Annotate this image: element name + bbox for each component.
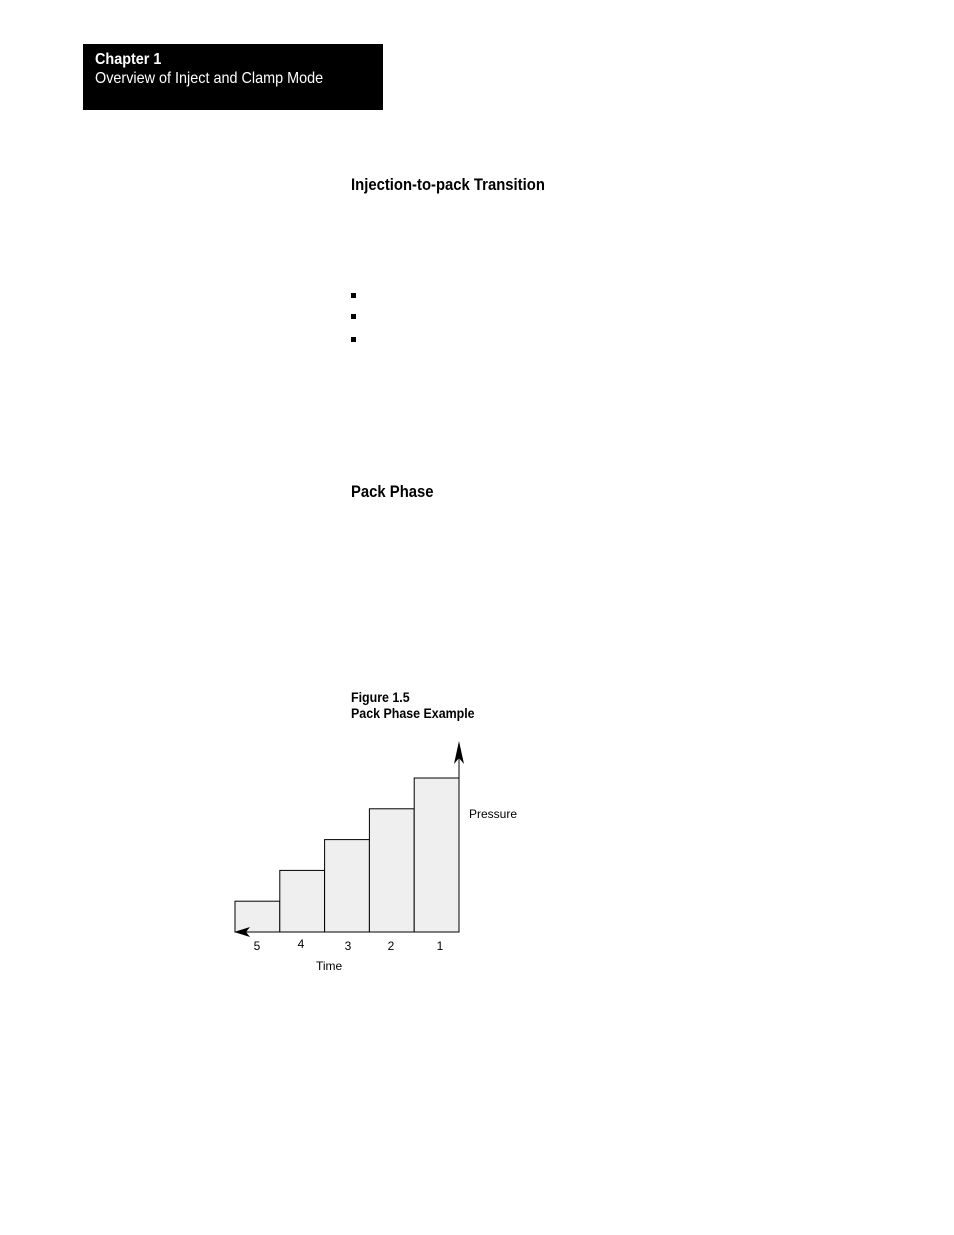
injection-transition-heading: Injection-to-pack Transition bbox=[351, 176, 545, 194]
tick-label-5: 5 bbox=[253, 939, 261, 953]
bar-2 bbox=[369, 809, 414, 932]
tick-label-3: 3 bbox=[344, 939, 352, 953]
pack-phase-heading: Pack Phase bbox=[351, 483, 434, 501]
figure-title: Pack Phase Example bbox=[351, 706, 475, 721]
chapter-title: Overview of Inject and Clamp Mode bbox=[95, 70, 324, 87]
pressure-axis-label: Pressure bbox=[469, 807, 518, 821]
bar-1 bbox=[414, 778, 459, 932]
tick-label-4: 4 bbox=[297, 937, 305, 951]
bar-5 bbox=[235, 901, 280, 932]
chapter-label: Chapter 1 bbox=[95, 51, 162, 68]
tick-label-1: 1 bbox=[436, 939, 444, 953]
tick-labels-group bbox=[254, 937, 444, 953]
bar-3 bbox=[325, 840, 370, 932]
figure-number: Figure 1.5 bbox=[351, 690, 410, 705]
bars-group bbox=[235, 778, 459, 932]
tick-label-2: 2 bbox=[387, 939, 395, 953]
bar-4 bbox=[280, 870, 325, 932]
time-axis-label: Time bbox=[316, 959, 343, 973]
